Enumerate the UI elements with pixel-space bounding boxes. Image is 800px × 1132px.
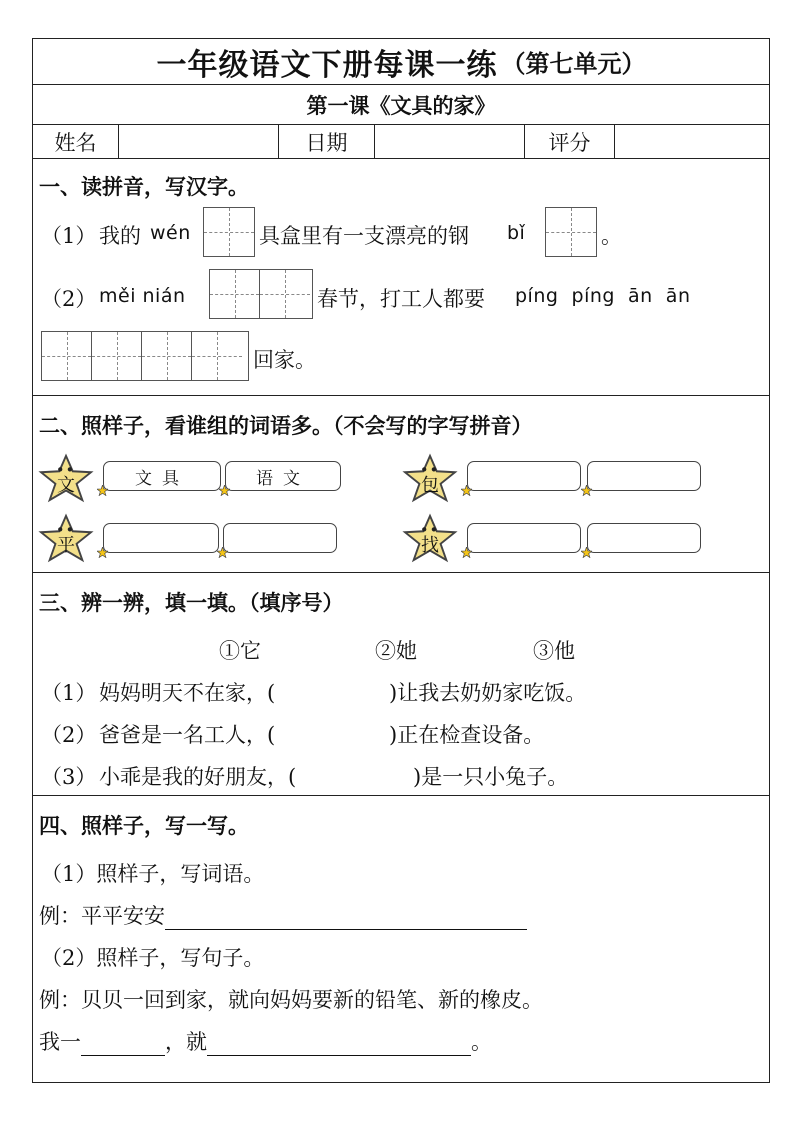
- s4-example-2: 例：贝贝一回到家，就向妈妈要新的铅笔、新的橡皮。: [39, 988, 543, 1012]
- lesson-title: 第一课《文具的家》: [306, 92, 496, 118]
- small-star-icon: [217, 547, 228, 558]
- s4-fill-end: 。: [471, 1030, 492, 1054]
- s1-q1-num: （1）: [41, 224, 97, 248]
- s3-item-1-after: )让我去奶奶家吃饭。: [389, 681, 587, 705]
- group-2-word-2[interactable]: [587, 461, 701, 491]
- group-3-word-1[interactable]: [103, 523, 219, 553]
- s1-q1-end: 。: [601, 224, 622, 248]
- s3-item-3-after: )是一只小兔子。: [413, 765, 569, 789]
- title-row: [33, 39, 769, 85]
- s4-blank-1[interactable]: [81, 1033, 165, 1056]
- small-star-icon: [219, 485, 230, 496]
- score-field[interactable]: [615, 125, 769, 158]
- s1-q1-tianzige-a[interactable]: [203, 207, 255, 257]
- group-4-char: 找: [421, 535, 439, 556]
- s4-answer-1-line[interactable]: [165, 907, 527, 930]
- group-2-word-1[interactable]: [467, 461, 581, 491]
- section-3-title: 三、辨一辨，填一填。（填序号）: [39, 590, 344, 615]
- s1-q1-tianzige-b[interactable]: [545, 207, 597, 257]
- date-field[interactable]: [375, 125, 525, 158]
- s3-item-1-before: 妈妈明天不在家，(: [99, 681, 276, 705]
- group-3-char: 平: [57, 535, 75, 556]
- info-row: [33, 125, 769, 159]
- s1-q1-text-a: 我的: [99, 224, 141, 248]
- lesson-row: [33, 85, 769, 125]
- s1-q2-num: （2）: [41, 287, 97, 311]
- group-4-word-1[interactable]: [467, 523, 581, 553]
- section-4: [33, 796, 769, 1082]
- s1-q2-text-a: 春节，打工人都要: [317, 287, 485, 311]
- name-field[interactable]: [119, 125, 279, 158]
- section-4-title: 四、照样子，写一写。: [39, 813, 249, 838]
- option-3: ③他: [533, 639, 575, 663]
- section-1: [33, 159, 769, 396]
- small-star-icon: [97, 547, 108, 558]
- s1-q2-pinyin-a: měi nián: [99, 285, 186, 307]
- group-1-char: 文: [57, 475, 75, 496]
- section-2: [33, 396, 769, 573]
- option-1: ①它: [219, 639, 261, 663]
- group-2-char: 包: [421, 475, 439, 496]
- s4-fill-sentence: [39, 1026, 492, 1056]
- small-star-icon: [581, 485, 592, 496]
- s1-q1-text-b: 具盒里有一支漂亮的钢: [259, 224, 469, 248]
- worksheet: [32, 38, 770, 1083]
- group-1-word-1[interactable]: 文具: [103, 461, 221, 491]
- date-label: 日期: [279, 125, 375, 158]
- group-3-word-2[interactable]: [223, 523, 337, 553]
- small-star-icon: [581, 547, 592, 558]
- s3-item-1-num: （1）: [41, 681, 97, 705]
- s1-q1-pinyin-b: bǐ: [507, 222, 526, 244]
- section-2-title: 二、照样子，看谁组的词语多。（不会写的字写拼音）: [39, 413, 533, 438]
- score-label: 评分: [525, 125, 615, 158]
- s4-blank-2[interactable]: [207, 1033, 471, 1056]
- section-1-title: 一、读拼音，写汉字。: [39, 174, 249, 199]
- page-title: 一年级语文下册每课一练: [156, 47, 498, 83]
- s4-example-1: [39, 900, 527, 930]
- name-label: 姓名: [33, 125, 119, 158]
- s3-item-2-after: )正在检查设备。: [389, 723, 545, 747]
- small-star-icon: [97, 485, 108, 496]
- s3-item-3-before: 小乖是我的好朋友，(: [99, 765, 297, 789]
- s1-q2-tianzige-a[interactable]: [209, 269, 313, 319]
- group-4-word-2[interactable]: [587, 523, 701, 553]
- section-3: [33, 573, 769, 796]
- s1-q1-pinyin-a: wén: [150, 222, 191, 244]
- s4-example-1-text: 例：平平安安: [39, 904, 165, 928]
- small-star-icon: [461, 485, 472, 496]
- s1-q2-tianzige-b[interactable]: [41, 331, 249, 381]
- s1-q2-text-b: 回家。: [253, 348, 316, 372]
- s3-item-3-num: （3）: [41, 765, 97, 789]
- s4-q2: （2）照样子，写句子。: [41, 946, 265, 970]
- s1-q2-pinyin-b: píng píng ān ān: [515, 285, 691, 307]
- option-2: ②她: [375, 639, 417, 663]
- s4-fill-b: ，就: [165, 1030, 207, 1054]
- s4-fill-a: 我一: [39, 1030, 81, 1054]
- s3-item-2-before: 爸爸是一名工人，(: [99, 723, 276, 747]
- small-star-icon: [461, 547, 472, 558]
- group-1-word-2[interactable]: 语文: [225, 461, 341, 491]
- unit-label: （第七单元）: [501, 49, 646, 78]
- s4-q1: （1）照样子，写词语。: [41, 862, 265, 886]
- s3-item-2-num: （2）: [41, 723, 97, 747]
